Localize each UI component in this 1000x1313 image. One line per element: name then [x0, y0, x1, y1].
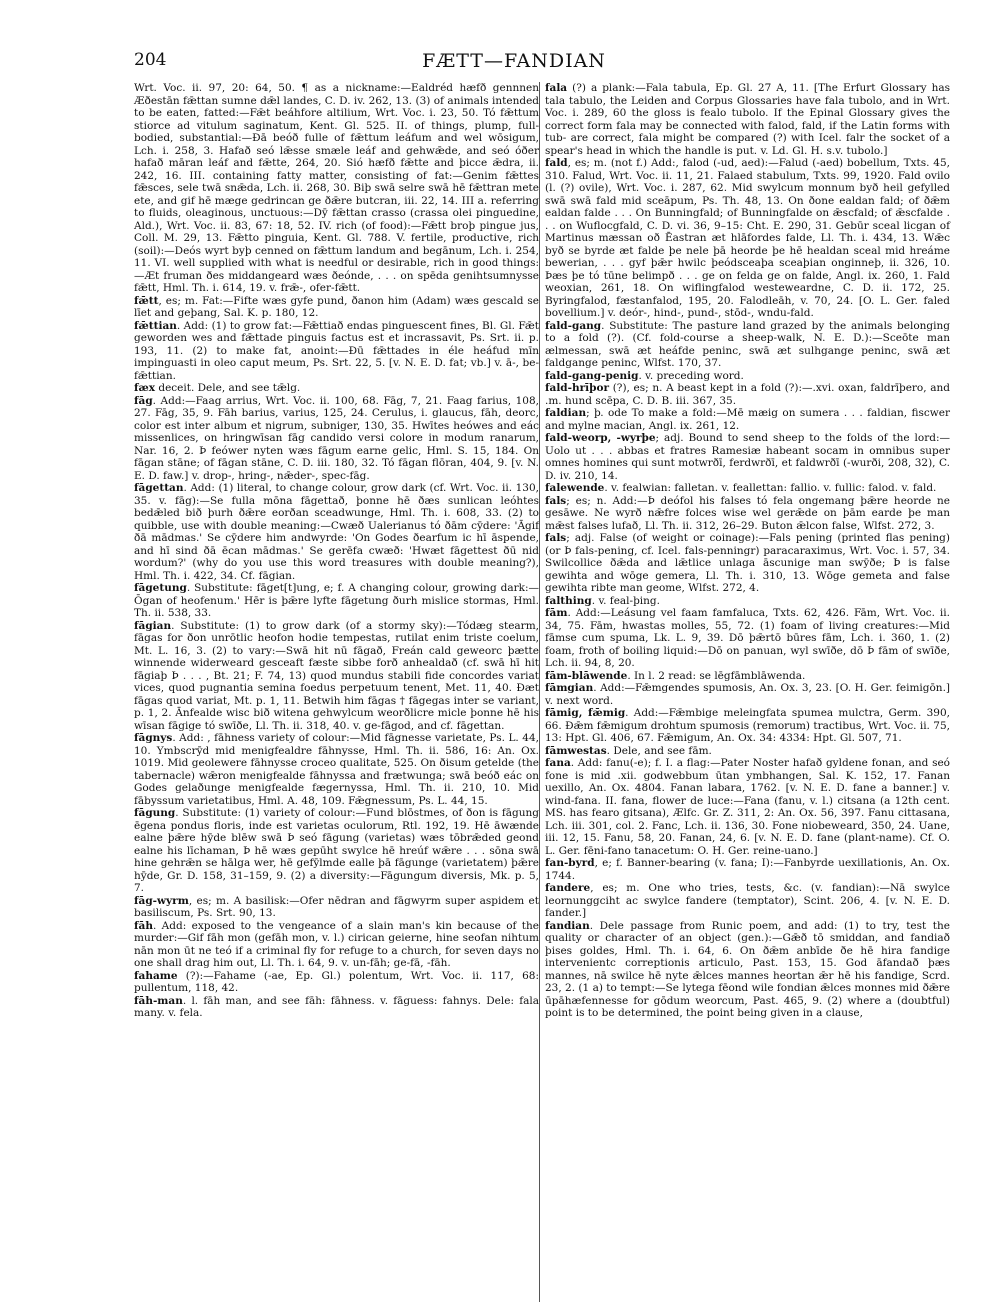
- entry-headword: fald-weorp, -wyrþe: [545, 432, 656, 444]
- dictionary-entry: [545, 682, 950, 707]
- entry-text: deceit. Dele, and see tǣlg.: [155, 382, 301, 394]
- entry-headword: fāh: [134, 919, 153, 932]
- entry-text: ; þ. ode To make a fold:—Mē mæig on sumera . . . faldian, fiscwer and mylne macian, Angl. ix. 261, 12.: [545, 407, 950, 432]
- entry-text: . Add: , fāhness variety of colour:—Mid fāgnesse varietate, Ps. L. 44, 10. Ymbscrȳd mid menigfealdre fāhnysse, Hml. Th. ii. 586, 16: An. Ox. 1019. Mid geolewere fāhnysse croceo qualitate, 525. On ðisum getelde (the tabernacle) wǣron menigfealde fāhnyssa and frætwunga; swā beóð eác on Godes gelaðunge menigfealde fægernyssa, Hml. Th. ii. 210, 10. Mid fābyssum varietatibus, Hml. A. 48, 109. Fǣgnessum, Ps. L. 44, 15.: [134, 732, 539, 807]
- dictionary-entry: [545, 82, 950, 157]
- entry-headword: falthing: [545, 594, 592, 607]
- dictionary-entry: [545, 482, 950, 495]
- right-column: [545, 82, 950, 1020]
- entry-text: Wrt. Voc. ii. 97, 20: 64, 50. ¶ as a nickname:—Ealdréd hæfð gennnen Æðestān fǣttan sumne dǣl landes, C. D. iv. 262, 13. (3) of animals intended to be eaten, fatted:—Fǣt beáhfore altilium, Wrt. Voc. i. 23, 50. Tó fǣttum stiorce ad vitulum saginatum, Kent. Gl. 525. II. of things, plump, full-bodied, substantial:—Đā beóð fulle of fǣttum leáfum and wel wōsigum, Lch. i. 258, 3. Hafað seó lǣsse smæle leáf and gehwǣde, and seó óðer hafað māran leáf and fǣtte, 264, 20. Sió hæfð fǣtte and þicce ǣdra, ii. 242, 16. III. containing fatty matter, consisting of fat:—Genim fǣttes fǣsces, sele twā snǣda, Lch. ii. 268, 30. Biþ swā selre swā hē fǣttran mete ete, and gif hē mæge gedrincan ge ðǣre butcran, iii. 22, 14. III a. referring to fluids, oleaginous, unctuous:—Dȳ fǣttan crasso (crassa olei pinguedine, Ald.), Wrt. Voc. ii. 83, 67: 18, 52. IV. rich (of food):—Fǣtt broþ pingue jus, Coll. M. 29, 13. Fǣtto pinguia, Kent. Gl. 788. V. fertile, productive, rich (soil):—Deós wyrt byþ cenned on fǣttum landum and begānum, Lch. i. 254, 11. VI. well supplied with what is needful or desirable, rich in good things:—Æt fruman ðes middangeard wæs ðeónde, . . . on spēda genihtsumnysse fǣtt, Hml. Th. i. 614, 19. v. frǣ-, ofer-fǣtt.: [134, 82, 539, 294]
- dictionary-entry: [134, 620, 539, 733]
- entry-headword: fahame: [134, 969, 178, 982]
- dictionary-entry: [545, 157, 950, 320]
- entry-text: (?):—Fahame (-ae, Ep. Gl.) polentum, Wrt. Voc. ii. 117, 68: pullentum, 118, 42.: [134, 969, 539, 994]
- dictionary-entry: [134, 320, 539, 383]
- entry-headword: fāg: [134, 394, 153, 407]
- entry-headword: fǣttian: [134, 319, 177, 332]
- entry-headword: fāh-man: [134, 994, 183, 1007]
- dictionary-entry: [545, 920, 950, 1020]
- dictionary-entry: [545, 745, 950, 758]
- entry-text: , es; m. A basilisk:—Ofer nēdran and fāgwyrm super aspidem et basiliscum, Ps. Srt. 90, 13.: [134, 894, 539, 919]
- column-divider: [539, 82, 540, 1302]
- entry-headword: fana: [545, 757, 571, 769]
- dictionary-entry: [545, 882, 950, 920]
- entry-text: . v. feal-þing.: [591, 594, 660, 607]
- dictionary-entry: [134, 382, 539, 395]
- entry-text: . Dele, and see fām.: [606, 744, 712, 757]
- entry-headword: fals: [545, 494, 567, 507]
- dictionary-entry: [545, 320, 950, 370]
- entry-headword: fāgnys: [134, 732, 173, 744]
- dictionary-entry: [134, 920, 539, 970]
- entry-text: . l. fāh man, and see fāh: fāhness. v. fāguess: fahnys. Dele: fala many. v. fela.: [134, 994, 539, 1019]
- dictionary-entry: [134, 295, 539, 320]
- entry-headword: fāgian: [134, 619, 172, 632]
- dictionary-entry: [545, 707, 950, 745]
- entry-text: , es; m. (not f.) Add:, falod (-ud, aed):—Falud (-aed) bobellum, Txts. 45, 310. Falud, Wrt. Voc. ii. 11, 21. Falaed stabulum, Txts. 99, 1920. Fald ovilo (l. (?) ovile), Wrt. Voc. i. 287, 62. Mid swylcum monnum byð heil gefylled swā swā fald mid sceāpum, Ps. Th. 48, 13. On ðone ealdan fald; of ðǣm ealdan falde . . . On Bunningfald; of Bunningfalde on ǣscfald; of ǣscfalde . . . on Wuflocgfald, C. D. vi. 36, 9–15: Cht. E. 290, 31. Gebūr sceal licgan of Martinus mæssan oð Ēastran æt hlāfordes falde, Ll. Th. i. 434, 13. Wǣc byð se byrde æt falde þe nele þā heorde þe hē healdan sceal mid hreáme bewerian, . . . gyf þǣr hwilc þeódsceaþa sceaþian onginneþ, ii. 326, 10. Þæs þe tó tūne belimpð . . . ge on felda ge on falde, Angl. ix. 260, 1. Fald weoxian, 261, 18. On wiflingfalod westeweardne, C. D. ii. 172, 25. Byringfalod, fæstanfalod, 195, 20. Falodleāh, v. 70, 24. [O. L. Ger. faled bovellium.] v. deór-, hind-, pund-, stōd-, wndu-fald.: [545, 157, 950, 319]
- entry-text: . In l. 2 read: se lēgfāmblāwenda.: [627, 669, 806, 682]
- entry-text: . v. preceding word.: [638, 369, 744, 382]
- dictionary-entry: [545, 495, 950, 533]
- dictionary-entry: [545, 857, 950, 882]
- entry-headword: fāmwestas: [545, 744, 607, 757]
- entry-headword: fǣtt: [134, 294, 159, 307]
- running-head: FÆTT—FANDIAN: [422, 50, 606, 72]
- entry-text: . Add:—Faag arrius, Wrt. Voc. ii. 100, 68. Fāg, 7, 21. Faag farius, 108, 27. Fāg, 35, 9. Fāh barius, varius, 125, 24. Cerulus, i. glaucus, fāh, deorc, color est inter album et nigrum, subniger, 130, 35. Hwītes heówes and eác missenlices, on hringwīsan fāg candido versi colore in modum ranarum, Nar. 16, 2. Þ feówer nyten wæs fāgum earne gelic, Hml. S. 15, 184. On fāgan stāne; of fāgan stāne, C. D. iii. 180, 32. Tó fāgan flōran, 404, 9. [v. N. E. D. faw.] v. drop-, hring-, nǣder-, spec-fāg.: [134, 394, 539, 482]
- entry-text: . Substitute: fāget[t]ung, e; f. A changing colour, growing dark:—Ōgan of heofenum.' Hēr is þǣre lyfte fāgetung ðurh mislice stormas, Hml. Th. ii. 538, 33.: [134, 582, 539, 619]
- entry-text: . Add: exposed to the vengeance of a slain man's kin because of the murder:—Gif fāh mon (gefāh mon, v. l.) cirican geierne, hine seofan nihtum nān mon ūt ne teó if a criminal fly for refuge to a church, for seven days no one shall drag him out, Ll. Th. i. 64, 9. v. un-fāh; ge-fā, -fāh.: [134, 919, 539, 969]
- entry-text: . v. fealwian: falletan. v. feallettan: fallio. v. fullic: falod. v. fald.: [604, 482, 937, 494]
- entry-headword: fandian: [545, 919, 590, 932]
- dictionary-entry: [545, 432, 950, 482]
- entry-text: . Substitute: (1) variety of colour:—Fund blōstmes, of ðon is fāgung ēgena pondus floris, inde est varietas oculorum, Rtl. 192, 19. Hē āwænde ealne þǣre hȳde blēw swā Þ seó fāgung (varietas) wæs tōbrǣded geond ealne his līchaman, Þ hē wæs gepūht swylce hē hreúf wǣre . . . sōna swā hine gehrǣn se hālga wer, hē gefȳlmde ealle þā fāgunge (varietatem) þǣre hȳde, Gr. D. 158, 31–159, 9. (2) a diversity:—Fāgungum diversis, Mk. p. 5, 7.: [134, 807, 539, 894]
- entry-headword: fāg-wyrm: [134, 894, 189, 907]
- entry-headword: fāmgian: [545, 682, 594, 694]
- dictionary-entry: [545, 670, 950, 683]
- entry-text: . Substitute: The pasture land grazed by the animals belonging to a fold (?). (Cf. fold-course a sheep-walk, N. E. D.):—Sceōte man ælmessan, swā æt heáfde peninc, swā æt sulhgange peninc, swā æt faldgange peninc, Wlfst. 170, 37.: [545, 319, 950, 369]
- dictionary-entry: [134, 970, 539, 995]
- dictionary-entry: [134, 895, 539, 920]
- dictionary-entry: [545, 595, 950, 608]
- dictionary-entry: [545, 407, 950, 432]
- entry-headword: fām-blāwende: [545, 669, 628, 682]
- dictionary-entry: [134, 732, 539, 807]
- entry-headword: fald-gang-penig: [545, 369, 639, 382]
- entry-headword: fala: [545, 82, 568, 94]
- dictionary-entry: [545, 382, 950, 407]
- entry-text: . Add:—Leásung vel faam famfaluca, Txts. 62, 426. Fām, Wrt. Voc. ii. 34, 75. Fām, hwastas molles, 55, 72. (1) foam of living creatures:—Mid fāmse cum spuma, Lk. L. 9, 39. Dō þǣrtō būres fām, Lch. i. 360, 1. (2) foam, froth of boiling liquid:—Dō on panuan, wyl swīðe, dō Þ fām of swīðe, Lch. ii. 94, 8, 20.: [545, 607, 950, 669]
- dictionary-entry: [545, 532, 950, 595]
- entry-text: . Add: (1) to grow fat:—Fǣttiað endas pinguescent fines, Bl. Gl. Fǣt geworden wes and fǣttade pinguis factus est et incrassavit, Ps. Srt. ii. p. 193, 11. (2) to make fat, anoint:—Đū fǣttades in éle heáfud mīn impinguasti in oleo caput meum, Ps. Srt. 22, 5. [v. N. E. D. fat; vb.] v. ā-, be-fǣttian.: [134, 319, 539, 382]
- dictionary-entry: [134, 395, 539, 483]
- entry-text: . Add:—Fǣmgendes spumosis, An. Ox. 3, 23. [O. H. Ger. feimigōn.] v. next word.: [545, 682, 950, 707]
- entry-headword: fandere: [545, 882, 591, 894]
- entry-text: ; adj. False (of weight or coinage):—Fals pening (printed flas pening) (or Þ fals-pening, cf. Icel. fals-penningr) paracaraximus, Wrt. Voc. i. 57, 34. Swilcollice ðǣda and lǣtlice unlaga āscunige man swȳðe; Þ is false gewihta and wōge gemera, Ll. Th. i. 310, 13. Wōge gemeta and false gewihta ribte man geome, Wlfst. 272, 4.: [545, 532, 950, 594]
- entry-text: . Add: (1) literal, to change colour, grow dark (cf. Wrt. Voc. ii. 130, 35. v. fāg):—Se fulla mōna fāgettað, þonne hē ðæs sunlican leóhtes bedǣled bið þurh ðǣre eorðan sceadwunge, Hml. Th. i. 608, 33. (2) to quibble, use with double meaning:—Cwæð Ualerianus tó ðām cȳdere: 'Āgif ðā mādmas.' Se cȳdere him andwyrde: 'On Godes ðearfum ic hī āspende, and hī sind ðā ēcan mādmas.' Se gerēfa cwæð: 'Hwæt fāgettest ðū nid wordum?' (why do you use this word treasures with double meaning?), Hml. Th. i. 422, 34. Cf. fāgian.: [134, 482, 539, 582]
- entry-headword: fāmig, fǣmig: [545, 707, 626, 719]
- entry-headword: fald: [545, 157, 568, 169]
- dictionary-entry: [545, 757, 950, 857]
- entry-text: . Substitute: (1) to grow dark (of a stormy sky):—Tódæg stearm, fāgas for ðon unrōtlic heofon hodie tempestas, rutilat enim triste coelum, Mt. L. 16, 3. (2) to vary:—Swā hit nū fāgað, Freán cald geweorc þætte winnende widerweard gesceaft fæste sibbe forð anhealdað (cf. swā hī hit fāgiaþ Þ . . . , Bt. 21; F. 74, 13) quod mundus stabili fide concordes variat vices, quod pugnantia semina foedus perpetuum tenent, Met. 11, 40. Đæt fāgas quod variat, Mt. p. 1, 11. Betwih him fāgas † fāgegas inter se variant, p. 1, 2. Ānfealde wisc bið witena gehwylcum weorðlicre micle þonne hē his wīsan fāgige tó swīðe, Ll. Th. ii. 318, 40. v. ge-fāgod, and cf. fāgettan.: [134, 619, 539, 732]
- entry-headword: fals: [545, 532, 567, 544]
- entry-text: . Dele passage from Runic poem, and add: (1) to try, test the quality or character of an object (gen.):—Gǣð tō smiddan, and fandiað þises goldes, Hml. Th. i. 64, 6. On ðǣm anbīde ðe hē hira fandige intervenientc correptionis articulo, Past. 153, 15. God āfandað þæs mannes, nā swilce hē nyte ǣlces mannes heortan ǣr hē his fandige, Scrd. 23, 2. (1 a) to tempt:—Se lytega fēond wile fondian ǣlces monnes mid ðǣre ūpāhæfennesse for gōdum weorcum, Past. 465, 9. (2) where a (doubtful) point is to be determined, the point being given in a clause,: [545, 919, 950, 1019]
- entry-headword: faldian: [545, 407, 587, 419]
- entry-headword: fāgettan: [134, 482, 184, 494]
- entry-text: (?) a plank:—Fala tabula, Ep. Gl. 27 A, 11. [The Erfurt Glossary has tala tabulo, the Leiden and Corpus Glossaries have fala tubolo, and in Wrt. Voc. i. 289, 60 the gloss is fealo tubolo. If the Epinal Glossary gives the correct form fala may be connected with falod, fald, if the Latin forms with tub- are correct, fala might be compared (?) with Icel. falr the socket of a spear's head in which the handle is put. v. Ld. Gl. H. s.v. tubolo.]: [545, 82, 950, 157]
- entry-headword: fāgung: [134, 807, 176, 819]
- dictionary-entry: [134, 807, 539, 895]
- left-column: [134, 82, 539, 1020]
- entry-headword: falewende: [545, 482, 605, 494]
- entry-headword: fald-hrīþor: [545, 382, 610, 394]
- entry-text: (?), es; n. A beast kept in a fold (?):—.xvi. oxan, faldrīþero, and .m. hund scēpa, C. D. B. iii. 367, 35.: [545, 382, 950, 407]
- dictionary-entry: [134, 995, 539, 1020]
- entry-text: . Add: fanu(-e); f. I. a flag:—Pater Noster hafað gyldene fonan, and seó fone is mid .xii. godwebbum ūtan ymbhangen, Sal. K. 152, 17. Fanan uexillo, An. Ox. 4804. Fanan labara, 1762. [v. N. E. D. fane a banner.] v. wind-fana. II. fana, flower de luce:—Fana (fanu, v. l.) citsana (a 12th cent. MS. has fearo gitsana), Ælfc. Gr. Z. 311, 2: An. Ox. 56, 397. Fanu cittasana, Lch. iii. 301, col. 2. Fanc, Lch. ii. 136, 30. Fone niobeweard, 350, 24. Uane, iii. 12, 15. Fanu, 58, 20. Fanan, 24, 6. [v. N. E. D. fane (plant-name). Cf. O. L. Ger. fēni-fano tanacetum: O. H. Ger. reine-uano.]: [545, 757, 950, 857]
- entry-headword: fald-gang: [545, 319, 602, 332]
- page-header: [134, 50, 894, 76]
- page-number: 204: [134, 50, 167, 70]
- entry-headword: fan-byrd: [545, 857, 595, 869]
- entry-headword: fām: [545, 607, 568, 619]
- entry-text: , es; m. One who tries, tests, &c. (v. fandian):—Nā swylce leornunggciht ac swylce fandere (temptator), Scint. 206, 4. [v. N. E. D. fander.]: [545, 882, 950, 919]
- dictionary-entry: [134, 582, 539, 620]
- entry-headword: fæx: [134, 382, 156, 394]
- entry-headword: fāgetung: [134, 582, 187, 594]
- entry-text: , es; m. Fat:—Fifte wæs gyfe pund, ðanon him (Adam) wæs gescald se līet and geþang, Sal. K. p. 180, 12.: [134, 294, 539, 319]
- dictionary-entry: [545, 607, 950, 670]
- entry-text: ; es; n. Add:—Þ deófol his falses tó fela ongemang þǣre heorde ne gesāwe. Ne wyrð nǣfre folces wise wel gerǣde on þām earde þe man mǣst falses lufað, Ll. Th. ii. 312, 26–29. Buton ǣlcon false, Wlfst. 272, 3.: [545, 494, 950, 532]
- dictionary-entry: [134, 482, 539, 582]
- entry-text: ; adj. Bound to send sheep to the folds of the lord:—Uolo ut . . . abbas et fratres Ramesiæ habeant socam in omnibus super omnes homines qui sunt motwrðī, ferdwrðī, et faldwrðī (-wurði, 208, 32), C. D. iv. 210, 14.: [545, 432, 951, 482]
- dictionary-entry: [134, 82, 539, 295]
- entry-text: , e; f. Banner-bearing (v. fana; I):—Fanbyrde uexillationis, An. Ox. 1744.: [545, 857, 950, 882]
- dictionary-entry: [545, 370, 950, 383]
- entry-text: . Add:—Fǣmbige meleingfata spumea mulctra, Germ. 390, 66. Đǣm fǣmigum drohtum spumosis (remorum) tractibus, Wrt. Voc. ii. 75, 13: Hpt. Gl. 406, 67. Fǣmigum, An. Ox. 34: 4334: Hpt. Gl. 507, 71.: [545, 707, 950, 744]
